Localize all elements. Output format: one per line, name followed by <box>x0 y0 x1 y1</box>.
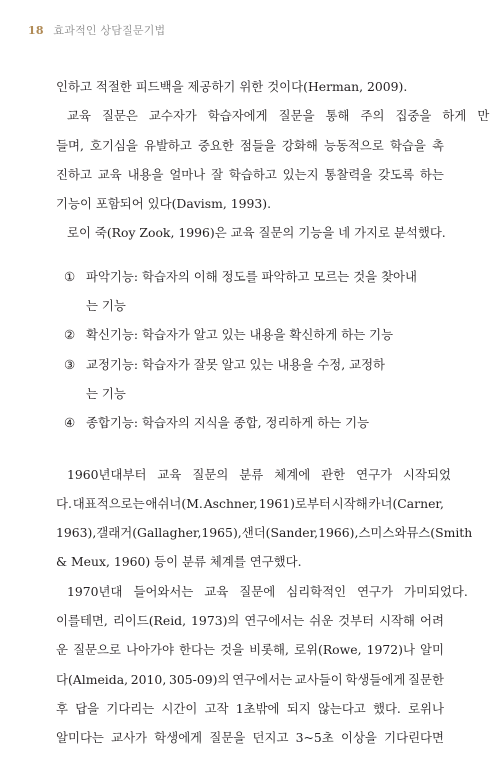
word: 시작해 <box>331 495 368 511</box>
word: 1초밖에 <box>235 700 280 716</box>
word: 뮤스(Smith <box>406 525 473 541</box>
text-line: & Meux, 1960) 등이 분류 체계를 연구했다. <box>56 554 302 570</box>
word: 하게 <box>442 108 467 124</box>
word: 1960년대부터 <box>67 466 147 482</box>
word: 질문에 <box>239 583 276 599</box>
word: 갖도록 <box>378 166 415 182</box>
text-line <box>56 577 468 606</box>
word: 1966), <box>318 525 359 541</box>
word: 던지고 <box>252 730 289 746</box>
word: 기다리는 <box>106 700 155 716</box>
word: 학생에게 <box>154 730 203 746</box>
word: 내용을 <box>127 166 164 182</box>
word: 하는 <box>419 166 444 182</box>
word: Aschner, <box>203 495 258 511</box>
word: 학습을 <box>389 137 426 153</box>
function-list <box>56 262 444 438</box>
word: 답을 <box>75 700 100 716</box>
paragraph-2 <box>56 101 490 218</box>
word: 스미스와 <box>358 525 407 541</box>
list-number: ④ <box>64 415 76 431</box>
list-item-continuation: 는 기능 <box>86 298 126 314</box>
word: 질문은 <box>101 108 138 124</box>
word: 1963), <box>56 525 97 541</box>
word: 고작 <box>204 700 229 716</box>
word: 통찰력을 <box>324 166 373 182</box>
word: 잘 <box>211 166 224 182</box>
word: 비롯해, <box>249 642 289 658</box>
word: 1970년대 <box>67 583 123 599</box>
text-line <box>56 723 444 752</box>
word: 질문한 <box>408 671 444 687</box>
word: 들어와서는 <box>133 583 194 599</box>
text-line: 로이 죽(Roy Zook, 1996)은 교육 질문의 기능을 네 가지로 분석했다. <box>67 225 446 241</box>
word: 질문으로 <box>73 642 121 658</box>
word: 진하고 <box>56 166 92 182</box>
word: 중요한 <box>197 137 234 153</box>
word: 얼마나 <box>169 166 206 182</box>
word: 연구에서는 <box>232 671 293 687</box>
word: 학생들에게 <box>345 671 406 687</box>
word: 로위(Rowe, <box>294 642 362 658</box>
list-number: ② <box>64 327 76 343</box>
word: 교육 <box>204 583 229 599</box>
list-item-continuation: 는 기능 <box>86 385 126 401</box>
running-header <box>28 22 165 38</box>
text-line <box>56 101 490 130</box>
list-text: 파악기능: 학습자의 이해 정도를 파악하고 모르는 것을 찾아내 <box>86 268 417 284</box>
word: 시작되었 <box>403 466 451 482</box>
word: 교육 <box>97 166 122 182</box>
word: 305-09)의 <box>169 671 230 687</box>
list-item <box>56 408 444 437</box>
word: 되지 <box>286 700 311 716</box>
word: 가미되었다. <box>404 583 468 599</box>
word: 알미다는 <box>56 730 104 746</box>
word: 리이드(Reid, <box>112 613 187 629</box>
word: 질문을 <box>278 108 315 124</box>
word: 1973)의 <box>191 613 240 629</box>
text-line <box>56 131 444 160</box>
word: 시작해 <box>379 613 415 629</box>
word: 관한 <box>321 466 346 482</box>
word: 학습자에게 <box>207 108 268 124</box>
word: 나아가야 <box>126 642 174 658</box>
text-line <box>56 694 444 723</box>
text-line <box>56 606 444 635</box>
word: 연구에서는 <box>244 613 305 629</box>
word: 샌더(Sander, <box>241 525 319 541</box>
text-line <box>56 518 473 547</box>
text-line: 인하고 적절한 피드백을 제공하기 위한 것이다(Herman, 2009). <box>56 79 408 94</box>
list-text: 종합기능: 학습자의 지식을 종합, 정리하게 하는 기능 <box>86 415 370 431</box>
word: 분류 <box>239 466 264 482</box>
word: 것을 <box>220 642 245 658</box>
word: 집중을 <box>395 108 432 124</box>
word: 주의 <box>360 108 385 124</box>
word: 이를테면, <box>56 613 108 629</box>
word: 학습하고 <box>228 166 277 182</box>
list-item <box>56 350 444 379</box>
word: 후 <box>56 700 68 716</box>
word: 교사들이 <box>294 671 343 687</box>
word: 능동적으로 <box>324 137 384 153</box>
list-number: ① <box>64 268 76 284</box>
word: 어려 <box>419 613 444 629</box>
word: 것부터 <box>338 613 375 629</box>
word: 교사가 <box>111 730 148 746</box>
word: 카너(Carner, <box>368 495 444 511</box>
word: 있는지 <box>282 166 319 182</box>
list-text: 교정기능: 학습자가 잘못 알고 있는 내용을 수정, 교정하 <box>86 356 386 372</box>
word: 시간이 <box>161 700 198 716</box>
word: 교육 <box>67 108 91 124</box>
word: 이상을 <box>340 730 377 746</box>
word: 강화해 <box>281 137 318 153</box>
word: 들며, <box>56 137 84 153</box>
word: 질문의 <box>192 466 229 482</box>
word: 1972)나 <box>366 642 415 658</box>
word: 했다. <box>372 700 401 716</box>
text-line <box>56 460 451 489</box>
word: 심리학적인 <box>286 583 347 599</box>
word: 통해 <box>325 108 350 124</box>
page-body <box>56 72 490 753</box>
word: 대표적으로는 <box>72 495 145 511</box>
page-number: 18 <box>28 24 44 37</box>
text-line <box>56 160 444 189</box>
word: 1965), <box>201 525 242 541</box>
word: 연구가 <box>356 466 393 482</box>
word: 로위나 <box>408 700 444 716</box>
paragraph-5 <box>56 577 468 753</box>
word: 촉 <box>431 137 444 153</box>
text-line: 기능이 포함되어 있다(Davism, 1993). <box>56 196 272 212</box>
word: 질문을 <box>209 730 246 746</box>
paragraph-4 <box>56 460 473 577</box>
word: 한다는 <box>179 642 215 658</box>
text-line <box>56 489 444 518</box>
word: 1961)로부터 <box>258 495 331 511</box>
word: 연구가 <box>357 583 393 599</box>
word: 갤래거(Gallagher, <box>96 525 202 541</box>
list-item <box>56 262 444 291</box>
word: 쉬운 <box>309 613 334 629</box>
paragraph-3 <box>56 218 444 247</box>
word: 교수자가 <box>148 108 197 124</box>
text-line <box>56 665 444 694</box>
word: 다. <box>56 495 72 511</box>
word: 다(Almeida, <box>56 671 129 687</box>
word: 2010, <box>130 671 167 687</box>
word: 운 <box>56 642 68 658</box>
text-line <box>56 635 444 664</box>
word: 유발하고 <box>143 137 192 153</box>
word: 만 <box>477 108 490 124</box>
list-item <box>56 320 444 349</box>
word: 애쉬너(M. <box>145 495 203 511</box>
word: 기다린다면 <box>384 730 444 746</box>
word: 점들을 <box>239 137 276 153</box>
word: 교육 <box>157 466 182 482</box>
book-title: 효과적인 상담질문기법 <box>53 24 166 37</box>
list-text: 확신기능: 학습자가 알고 있는 내용을 확신하게 하는 기능 <box>86 327 394 343</box>
section-gap <box>56 438 444 460</box>
word: 않는다고 <box>317 700 366 716</box>
paragraph-1 <box>56 72 444 101</box>
list-number: ③ <box>64 356 76 372</box>
word: 3~5초 <box>295 730 334 746</box>
word: 체계에 <box>274 466 311 482</box>
word: 알미 <box>420 642 444 658</box>
word: 호기심을 <box>89 137 138 153</box>
